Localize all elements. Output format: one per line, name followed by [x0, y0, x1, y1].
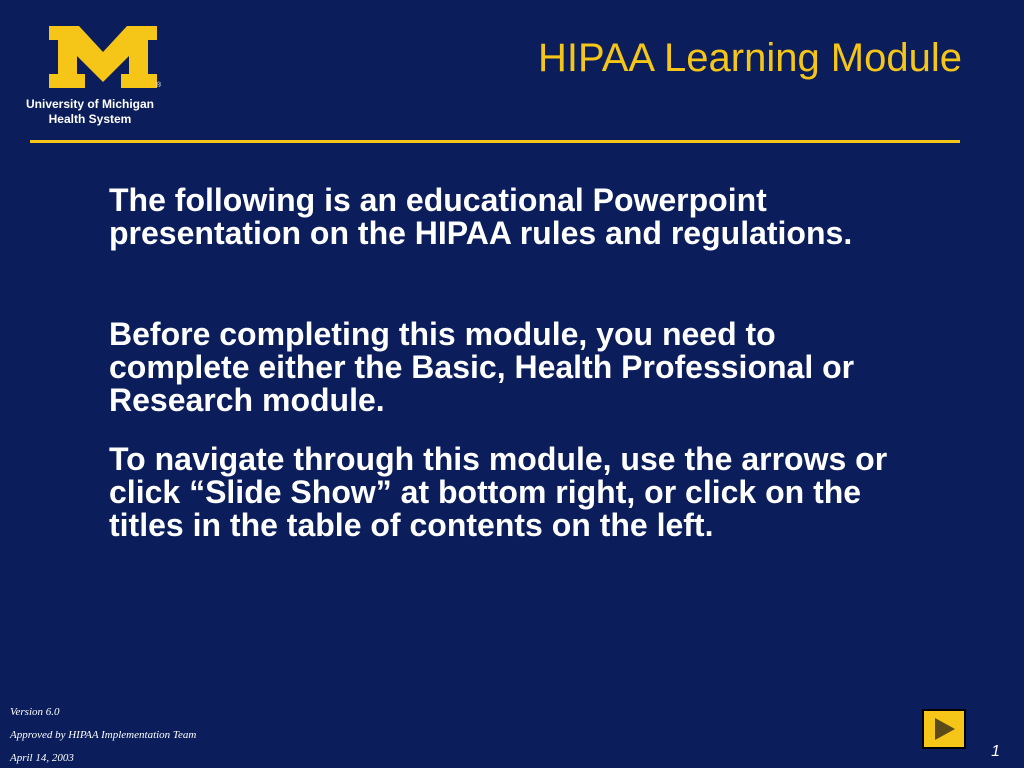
- prerequisite-paragraph: Before completing this module, you need to complete either the Basic, Health Professional or Research module.: [109, 316, 855, 418]
- next-slide-button[interactable]: [922, 709, 966, 749]
- organization-name: [22, 97, 158, 127]
- navigation-paragraph: To navigate through this module, use the arrows or click “Slide Show” at bottom right, or click on the titles in the table of contents on the left.: [109, 441, 888, 543]
- block-m-logo-icon: [49, 26, 157, 88]
- intro-paragraph: The following is an educational Powerpoint presentation on the HIPAA rules and regulations.: [109, 182, 853, 251]
- organization-line-1: University of Michigan: [25, 97, 155, 111]
- slide-number: 1: [991, 743, 1000, 760]
- organization-line-2: Health System: [48, 112, 132, 126]
- title-divider: [30, 140, 960, 143]
- version-text: Version 6.0: [10, 706, 60, 718]
- umhs-logo: [22, 26, 162, 130]
- registered-mark: ®: [156, 82, 162, 89]
- date-text: April 14, 2003: [10, 752, 74, 764]
- approval-text: Approved by HIPAA Implementation Team: [10, 729, 197, 741]
- slide-title: HIPAA Learning Module: [538, 36, 962, 80]
- play-arrow-icon: [922, 709, 966, 749]
